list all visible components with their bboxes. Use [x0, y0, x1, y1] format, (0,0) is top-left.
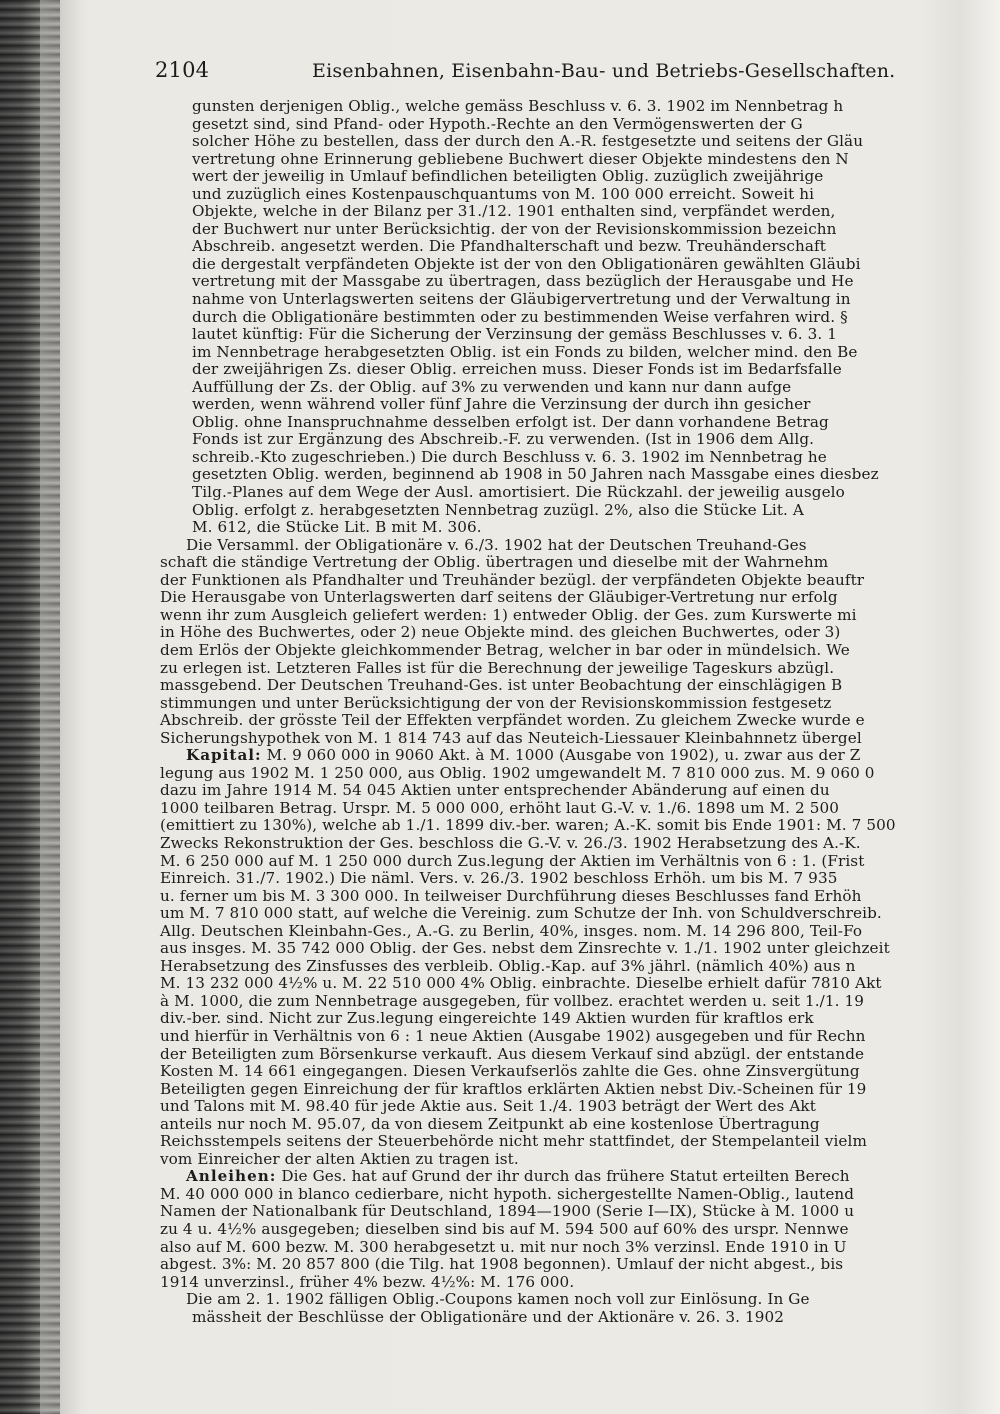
- text-line: gunsten derjenigen Oblig., welche gemäss Beschluss v. 6. 3. 1902 im Nennbetrag h: [192, 98, 844, 115]
- text-line: Herabsetzung des Zinsfusses des verbleib. Oblig.-Kap. auf 3% jährl. (nämlich 40%) aus n: [160, 957, 856, 975]
- text-line: vom Einreicher der alten Aktien zu tragen ist.: [160, 1150, 519, 1168]
- text-line: zu 4 u. 4½% ausgegeben; dieselben sind bis auf M. 594 500 auf 60% des urspr. Nennwe: [160, 1221, 849, 1238]
- text-line: 1000 teilbaren Betrag. Urspr. M. 5 000 000, erhöht laut G.-V. v. 1./6. 1898 um M. 2 500: [160, 799, 839, 817]
- text-line: also auf M. 600 bezw. M. 300 herabgesetzt u. mit nur noch 3% verzinsl. Ende 1910 in U: [160, 1238, 847, 1256]
- text-line: Abschreib. angesetzt werden. Die Pfandhalterschaft und bezw. Treuhänderschaft: [192, 238, 826, 256]
- text-line: die dergestalt verpfändeten Objekte ist der von den Obligationären gewählten Gläubi: [192, 255, 861, 273]
- text-line: Sicherungshypothek von M. 1 814 743 auf das Neuteich-Liessauer Kleinbahnnetz übergel: [160, 729, 862, 747]
- text-line: Die Versamml. der Obligationäre v. 6./3. 1902 hat der Deutschen Treuhand-Ges: [186, 536, 807, 554]
- text-line: à M. 1000, die zum Nennbetrage ausgegeben, für vollbez. erachtet werden u. seit 1./1. 19: [160, 992, 865, 1010]
- text-line: 1914 unverzinsl., früher 4% bezw. 4½%: M. 176 000.: [160, 1273, 575, 1291]
- text-line: Namen der Nationalbank für Deutschland, 1894—1900 (Serie I—IX), Stücke à M. 1000 u: [160, 1203, 855, 1221]
- text-line: lautet künftig: Für die Sicherung der Verzinsung der gemäss Beschlusses v. 6. 3. 1: [192, 326, 837, 344]
- text-line: Tilg.-Planes auf dem Wege der Ausl. amortisiert. Die Rückzahl. der jeweilig ausgelo: [192, 484, 845, 502]
- body-text: [146, 98, 958, 1326]
- text-line: der Buchwert nur unter Berücksichtig. der von der Revisionskommission bezeichn: [192, 220, 837, 238]
- text-line: Allg. Deutschen Kleinbahn-Ges., A.-G. zu Berlin, 40%, insges. nom. M. 14 296 800, Teil-Fo: [160, 922, 863, 940]
- text-line: vertretung ohne Erinnerung gebliebene Buchwert dieser Objekte mindestens den N: [192, 150, 849, 168]
- text-line: und hierfür in Verhältnis von 6 : 1 neue Aktien (Ausgabe 1902) ausgegeben und für Rechn: [160, 1027, 866, 1045]
- text-line: der Funktionen als Pfandhalter und Treuhänder bezügl. der verpfändeten Objekte beauftr: [160, 571, 865, 589]
- section-heading: Kapital:: [186, 747, 262, 765]
- text-line: und Talons mit M. 98.40 für jede Aktie aus. Seit 1./4. 1903 beträgt der Wert des Akt: [160, 1098, 816, 1116]
- text-line: in Höhe des Buchwertes, oder 2) neue Objekte mind. des gleichen Buchwertes, oder 3): [160, 624, 841, 642]
- text-line: nahme von Unterlagswerten seitens der Gläubigervertretung und der Verwaltung in: [192, 291, 851, 309]
- text-line: Kapital: M. 9 060 000 in 9060 Akt. à M. 1000 (Ausgabe von 1902), u. zwar aus der Z: [186, 747, 861, 765]
- text-line: Zwecks Rekonstruktion der Ges. beschloss die G.-V. v. 26./3. 1902 Herabsetzung des A.-K.: [160, 834, 861, 852]
- text-line: gesetzten Oblig. werden, beginnend ab 1908 in 50 Jahren nach Massgabe eines diesbez: [192, 466, 879, 484]
- text-line: M. 40 000 000 in blanco cedierbare, nicht hypoth. sichergestellte Namen-Oblig., lautend: [160, 1185, 855, 1203]
- text-line: u. ferner um bis M. 3 300 000. In teilweiser Durchführung dieses Beschlusses fand Erhöh: [160, 887, 862, 905]
- text-line: massgebend. Der Deutschen Treuhand-Ges. ist unter Beobachtung der einschlägigen B: [160, 677, 843, 695]
- text-line: stimmungen und unter Berücksichtigung der von der Revisionskommission festgesetz: [160, 694, 832, 712]
- section-heading: Anleihen:: [186, 1168, 277, 1186]
- text-line: Objekte, welche in der Bilanz per 31./12. 1901 enthalten sind, verpfändet werden,: [192, 203, 836, 221]
- text-line: durch die Obligationäre bestimmten oder zu bestimmenden Weise verfahren wird. §: [192, 308, 848, 326]
- text-line: Oblig. erfolgt z. herabgesetzten Nennbetrag zuzügl. 2%, also die Stücke Lit. A: [192, 501, 804, 519]
- text-line: Fonds ist zur Ergänzung des Abschreib.-F. zu verwenden. (Ist in 1906 dem Allg.: [192, 431, 815, 449]
- text-line: Die Herausgabe von Unterlagswerten darf seitens der Gläubiger-Vertretung nur erfolg: [160, 589, 838, 607]
- running-title: Eisenbahnen, Eisenbahn-Bau- und Betriebs-Gesellschaften.: [312, 60, 896, 82]
- text-line: Kosten M. 14 661 eingegangen. Diesen Verkaufserlös zahlte die Ges. ohne Zinsvergütung: [160, 1063, 860, 1081]
- text-line: der zweijährigen Zs. dieser Oblig. erreichen muss. Dieser Fonds ist im Bedarfsfalle: [192, 361, 842, 379]
- text-line: dem Erlös der Objekte gleichkommender Betrag, welcher in bar oder in mündelsich. We: [160, 641, 850, 659]
- text-line: abgest. 3%: M. 20 857 800 (die Tilg. hat 1908 begonnen). Umlauf der nicht abgest., bis: [160, 1256, 844, 1274]
- text-line: wenn ihr zum Ausgleich geliefert werden: 1) entweder Oblig. der Ges. zum Kurswerte mi: [160, 606, 857, 624]
- text-line: zu erlegen ist. Letzteren Falles ist für die Berechnung der jeweilige Tageskurs abzügl.: [160, 659, 835, 677]
- text-line: Auffüllung der Zs. der Oblig. auf 3% zu verwenden und kann nur dann aufge: [192, 378, 792, 396]
- text-line: legung aus 1902 M. 1 250 000, aus Oblig. 1902 umgewandelt M. 7 810 000 zus. M. 9 060 0: [160, 764, 875, 782]
- text-line: Beteiligten gegen Einreichung der für kraftlos erklärten Aktien nebst Div.-Scheinen für 19: [160, 1080, 867, 1098]
- page-number: 2104: [155, 58, 210, 82]
- text-line: im Nennbetrage herabgesetzten Oblig. ist ein Fonds zu bilden, welcher mind. den Be: [192, 343, 858, 361]
- text-line: anteils nur noch M. 95.07, da von diesem Zeitpunkt ab eine kostenlose Übertragung: [160, 1115, 820, 1133]
- text-line: vertretung mit der Massgabe zu übertragen, dass bezüglich der Herausgabe und He: [192, 273, 854, 291]
- text-line: dazu im Jahre 1914 M. 54 045 Aktien unter entsprechender Abänderung auf einen du: [160, 782, 830, 800]
- text-line: Reichsstempels seitens der Steuerbehörde nicht mehr stattfindet, der Stempelanteil vielm: [160, 1133, 867, 1151]
- text-line: Anleihen: Die Ges. hat auf Grund der ihr durch das frühere Statut erteilten Berech: [186, 1168, 850, 1186]
- text-line: mässheit der Beschlüsse der Obligationäre und der Aktionäre v. 26. 3. 1902: [192, 1308, 785, 1326]
- text-line: schaft die ständige Vertretung der Oblig. übertragen und dieselbe mit der Wahrnehm: [160, 554, 829, 572]
- page-header: [145, 58, 925, 86]
- text-line: Abschreib. der grösste Teil der Effekten verpfändet worden. Zu gleichem Zwecke wurde e: [160, 712, 865, 730]
- text-line: div.-ber. sind. Nicht zur Zus.legung eingereichte 149 Aktien wurden für kraftlos erk: [160, 1010, 814, 1028]
- gutter-fade: [40, 0, 80, 1414]
- text-line: M. 13 232 000 4½% u. M. 22 510 000 4% Oblig. einbrachte. Dieselbe erhielt dafür 7810 Akt: [160, 975, 882, 993]
- text-line: (emittiert zu 130%), welche ab 1./1. 1899 div.-ber. waren; A.-K. somit bis Ende 1901: M. 7 500: [160, 817, 896, 835]
- text-line: Einreich. 31./7. 1902.) Die näml. Vers. v. 26./3. 1902 beschloss Erhöh. um bis M. 7 935: [160, 870, 838, 888]
- text-line: schreib.-Kto zugeschrieben.) Die durch Beschluss v. 6. 3. 1902 im Nennbetrag he: [192, 448, 827, 466]
- text-line: solcher Höhe zu bestellen, dass der durch den A.-R. festgesetzte und seitens der Gläu: [192, 133, 864, 151]
- text-line: aus insges. M. 35 742 000 Oblig. der Ges. nebst dem Zinsrechte v. 1./1. 1902 unter gleichzeit: [160, 940, 890, 958]
- text-line: der Beteiligten zum Börsenkurse verkauft. Aus diesem Verkauf sind abzügl. der entstande: [160, 1045, 865, 1063]
- text-line: wert der jeweilig in Umlauf befindlichen beteiligten Oblig. zuzüglich zweijährige: [192, 168, 824, 186]
- text-line: Die am 2. 1. 1902 fälligen Oblig.-Coupons kamen noch voll zur Einlösung. In Ge: [186, 1291, 810, 1309]
- text-line: und zuzüglich eines Kostenpauschquantums von M. 100 000 erreicht. Soweit hi: [192, 185, 815, 203]
- text-line: Oblig. ohne Inanspruchnahme desselben erfolgt ist. Der dann vorhandene Betrag: [192, 413, 829, 431]
- text-line: M. 6 250 000 auf M. 1 250 000 durch Zus.legung der Aktien im Verhältnis von 6 : 1. (Frist: [160, 852, 865, 870]
- text-line: werden, wenn während voller fünf Jahre die Verzinsung der durch ihn gesicher: [192, 396, 811, 414]
- text-line: M. 612, die Stücke Lit. B mit M. 306.: [192, 519, 482, 537]
- text-line: gesetzt sind, sind Pfand- oder Hypoth.-Rechte an den Vermögenswerten der G: [192, 115, 803, 133]
- text-line: um M. 7 810 000 statt, auf welche die Vereinig. zum Schutze der Inh. von Schuldverschreib.: [160, 905, 882, 923]
